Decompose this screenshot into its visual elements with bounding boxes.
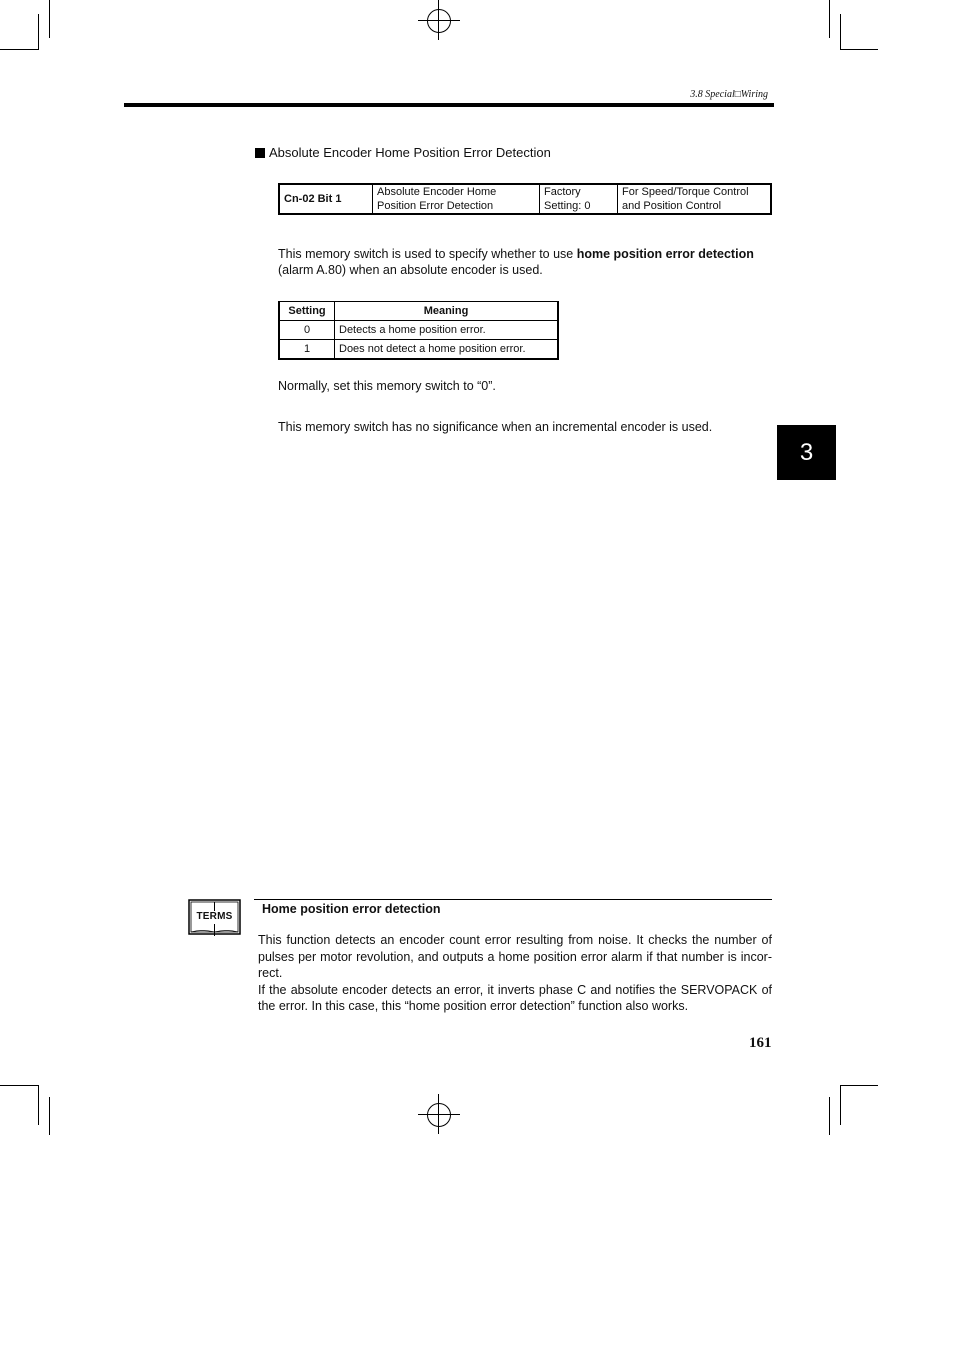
param-default: Factory Setting: 0 [540,184,618,214]
crop-mark [840,1085,841,1125]
section-heading: Absolute Encoder Home Position Error Detection [255,145,551,160]
crop-mark [0,1085,38,1086]
param-name: Absolute Encoder Home Position Error Detection [373,184,540,214]
settings-table [278,301,559,360]
terms-rule [254,899,772,900]
crop-mark [0,49,38,50]
crop-mark [840,49,878,50]
chapter-tab: 3 [777,425,836,480]
terms-icon-label: TERMS [196,911,233,922]
square-bullet-icon [255,148,265,158]
param-number: Cn-02 Bit 1 [279,184,373,214]
column-header: Meaning [335,302,559,321]
table-row [279,184,771,214]
header-rule [124,103,774,107]
note-incremental: This memory switch has no significance when an incremental encoder is used. [278,420,713,434]
crop-mark [49,0,50,38]
column-header: Setting [279,302,335,321]
crop-mark [38,1085,39,1125]
setting-value: 1 [279,340,335,360]
terms-body [258,932,772,1015]
crop-mark [829,1097,830,1135]
intro-paragraph: This memory switch is used to specify whether to use home position error detection (alarm A.80) when an absolute encoder is used. [278,247,754,277]
note-normally: Normally, set this memory switch to “0”. [278,379,496,393]
table-row [279,340,558,360]
crop-mark [49,1097,50,1135]
parameter-table [278,183,772,215]
param-scope: For Speed/Torque Control and Position Control [618,184,772,214]
terms-paragraph: If the absolute encoder detects an error, it inverts phase C and notifies the SERVOPACK of the error. In this case, this “home position error detection” function also works. [258,982,772,1013]
terms-book-icon [188,899,241,937]
table-header-row [279,302,558,321]
setting-meaning: Does not detect a home position error. [335,340,559,360]
setting-value: 0 [279,321,335,340]
crop-mark [829,0,830,38]
table-row [279,321,558,340]
terms-paragraph: This function detects an encoder count error resulting from noise. It checks the number of pulses per motor revolution, and outputs a home position error alarm if that number is incor-rect. [258,933,772,980]
page-number: 161 [749,1035,772,1051]
crop-mark [840,1085,878,1086]
header-section-title: 3.8 Special□Wiring [690,89,768,100]
crop-mark [840,14,841,50]
setting-meaning: Detects a home position error. [335,321,559,340]
terms-title: Home position error detection [262,902,441,916]
crop-mark [38,14,39,50]
